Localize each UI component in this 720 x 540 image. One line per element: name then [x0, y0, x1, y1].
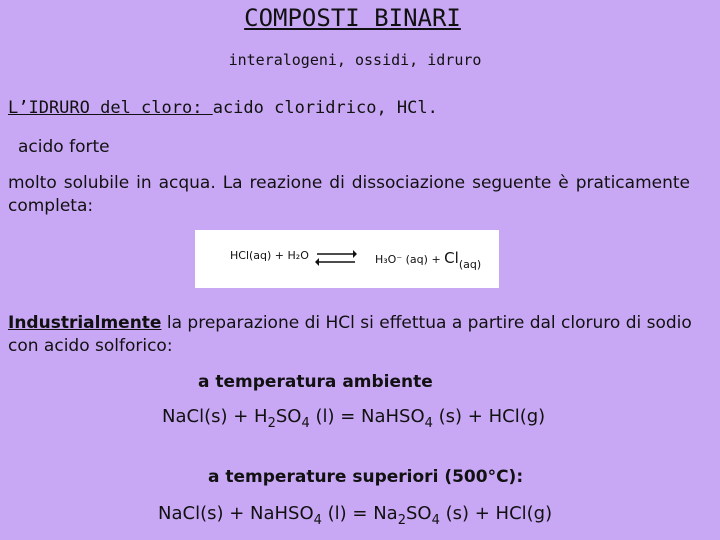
eq2-part3: SO: [406, 503, 432, 524]
equation-high-temp: [158, 503, 553, 528]
eq2-sub2: 2: [397, 513, 406, 528]
dissociation-reaction-box: [195, 230, 499, 288]
eq1-part4: (s) + HCl(g): [432, 406, 546, 427]
eq1-part2: SO: [275, 406, 302, 427]
slide-title: COMPOSTI BINARI: [244, 4, 461, 32]
reaction-reactants: HCl(aq) + H₂O: [230, 249, 309, 262]
room-temp-heading: a temperatura ambiente: [198, 372, 433, 392]
eq1-sub1: 2: [267, 416, 276, 431]
eq2-sub3: 4: [431, 513, 440, 528]
slide-subtitle: interalogeni, ossidi, idruro: [228, 51, 482, 69]
industrial-text: la preparazione di HCl si effettua a partire dal cloruro di sodio con acido solforico:: [8, 313, 692, 356]
high-temp-heading: a temperature superiori (500°C):: [208, 467, 524, 487]
solubility-paragraph: molto solubile in acqua. La reazione di dissociazione seguente è praticamente completa:: [8, 173, 690, 216]
equilibrium-arrows-icon: [315, 248, 357, 268]
industrial-keyword: Industrialmente: [8, 313, 162, 333]
eq2-sub1: 4: [313, 513, 322, 528]
eq1-part1: NaCl(s) + H: [162, 406, 268, 427]
equation-room-temp: [162, 406, 546, 431]
hcl-heading: [8, 98, 438, 118]
reaction-products-prefix: H₃O⁻ (aq) +: [375, 253, 445, 266]
acid-strength: acido forte: [18, 137, 110, 157]
eq1-sub3: 4: [424, 416, 433, 431]
reaction-products: [375, 249, 482, 271]
eq2-part4: (s) + HCl(g): [439, 503, 553, 524]
eq2-part1: NaCl(s) + NaHSO: [158, 503, 314, 524]
hcl-heading-label: L’IDRURO del cloro:: [8, 98, 213, 118]
reaction-cl-state: (aq): [458, 258, 482, 271]
eq1-sub2: 4: [301, 416, 310, 431]
reaction-cl: Cl: [444, 249, 459, 267]
industrial-paragraph: [8, 312, 708, 358]
hcl-heading-value: acido cloridrico, HCl.: [212, 98, 438, 118]
eq1-part3: (l) = NaHSO: [309, 406, 425, 427]
eq2-part2: (l) = Na: [321, 503, 398, 524]
